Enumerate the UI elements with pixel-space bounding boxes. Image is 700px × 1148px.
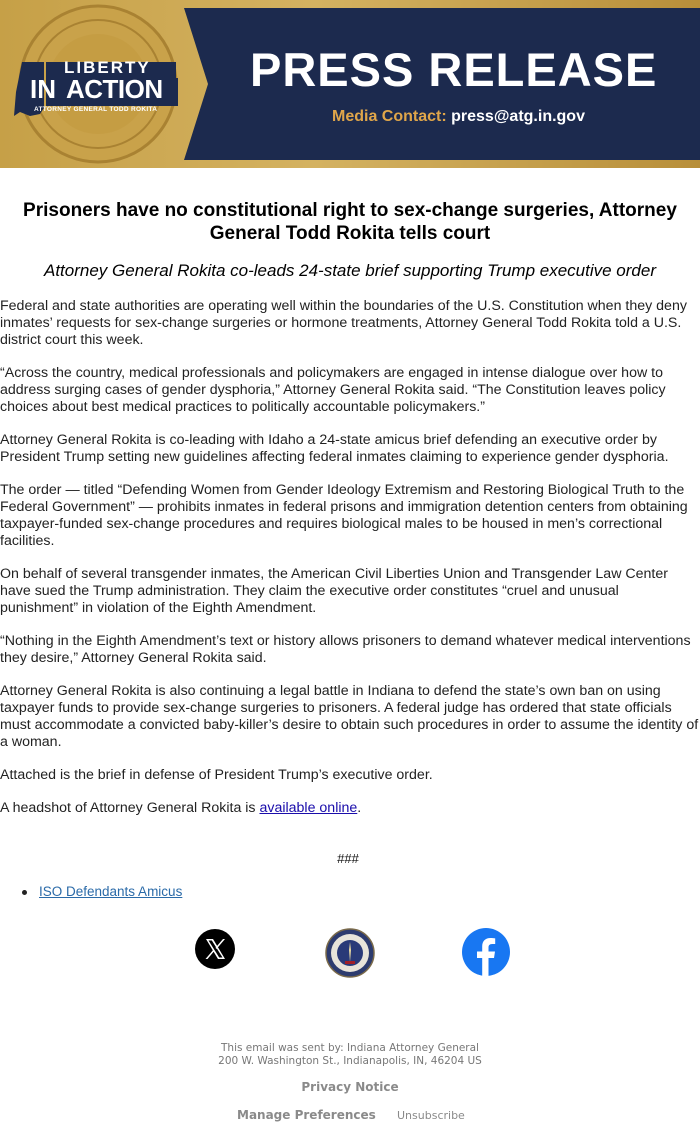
manage-preferences-link[interactable]: Manage Preferences xyxy=(237,1108,376,1122)
headshot-paragraph xyxy=(0,800,700,817)
x-social-link[interactable] xyxy=(194,928,236,975)
headshot-suffix: . xyxy=(357,800,362,816)
privacy-notice-link[interactable]: Privacy Notice xyxy=(301,1080,399,1094)
press-release-banner xyxy=(0,0,700,168)
logo-liberty-text: LIBERTY xyxy=(64,58,151,77)
paragraph: Attorney General Rokita is also continuing a legal battle in Indiana to defend the state’s own ban on using taxpayer funds to provide sex-change surgeries to prisoners. A federal judge has ordered that state officials must accommodate a convicted baby-killer’s desire to obtain such procedures in order to assume the identity of a woman. xyxy=(0,683,699,750)
paragraph: Attorney General Rokita is co-leading with Idaho a 24-state amicus brief defending an executive order by President Trump setting new guidelines affecting federal inmates claiming to experience gender dysphoria. xyxy=(0,432,669,465)
attachment-link[interactable]: ISO Defendants Amicus xyxy=(39,884,183,899)
headshot-prefix: A headshot of Attorney General Rokita is xyxy=(0,800,260,816)
bullet-icon xyxy=(22,890,27,895)
footer-address: 200 W. Washington St., Indianapolis, IN, 46204 US xyxy=(218,1055,482,1067)
liberty-in-action-logo xyxy=(14,54,184,118)
media-contact-label: Media Contact: xyxy=(332,108,452,125)
paragraph: The order — titled “Defending Women from Gender Ideology Extremism and Restoring Biological Truth to the Federal Government” — prohibits inmates in federal prisons and immigration detention centers from obtaining taxpayer-funded sex-change procedures and requires biological males to be housed in men’s correctional facilities. xyxy=(0,482,688,549)
footer-sent-by xyxy=(0,1042,700,1068)
paragraph: “Nothing in the Eighth Amendment’s text or history allows prisoners to demand whatever medical interventions they desire,” Attorney General Rokita said. xyxy=(0,633,691,666)
separator: ### xyxy=(337,851,359,866)
x-logo-icon xyxy=(194,928,236,970)
article-headline: Prisoners have no constitutional right to sex-change surgeries, Attorney General Todd Rokita tells court xyxy=(23,200,677,244)
logo-action-text: ACTION xyxy=(66,74,163,104)
indiana-seal-icon xyxy=(325,928,375,978)
paragraph: Federal and state authorities are operating well within the boundaries of the U.S. Constitution when they deny inmates’ requests for sex-change surgeries or hormone treatments, Attorney General Todd Rokita told a U.S. district court this week. xyxy=(0,298,687,348)
article-body xyxy=(0,298,700,833)
media-contact xyxy=(332,108,585,126)
seal-social-link[interactable] xyxy=(325,928,375,983)
facebook-social-link[interactable] xyxy=(462,928,510,981)
attachment-list-item xyxy=(22,884,182,899)
logo-subtitle: ATTORNEY GENERAL TODD ROKITA xyxy=(34,106,158,113)
paragraph: “Across the country, medical professionals and policymakers are engaged in intense dialogue over how to address surging cases of gender dysphoria,” Attorney General Rokita said. “The Constitution leaves policy choices about best medical practices to politically accountable policymakers.” xyxy=(0,365,666,415)
unsubscribe-link[interactable]: Unsubscribe xyxy=(397,1109,465,1122)
media-contact-email[interactable]: press@atg.in.gov xyxy=(451,108,585,125)
paragraph: On behalf of several transgender inmates, the American Civil Liberties Union and Transgender Law Center have sued the Trump administration. They claim the executive order constitutes “cruel and unusual punishment” in violation of the Eighth Amendment. xyxy=(0,566,668,616)
paragraph: Attached is the brief in defense of President Trump’s executive order. xyxy=(0,767,433,783)
facebook-logo-icon xyxy=(462,928,510,976)
press-release-title: PRESS RELEASE xyxy=(250,43,658,96)
footer-sender: This email was sent by: Indiana Attorney General xyxy=(221,1042,479,1054)
logo-in-text: IN xyxy=(30,74,56,104)
article-subheadline: Attorney General Rokita co-leads 24-state brief supporting Trump executive order xyxy=(44,261,656,280)
available-online-link[interactable]: available online xyxy=(259,800,358,816)
